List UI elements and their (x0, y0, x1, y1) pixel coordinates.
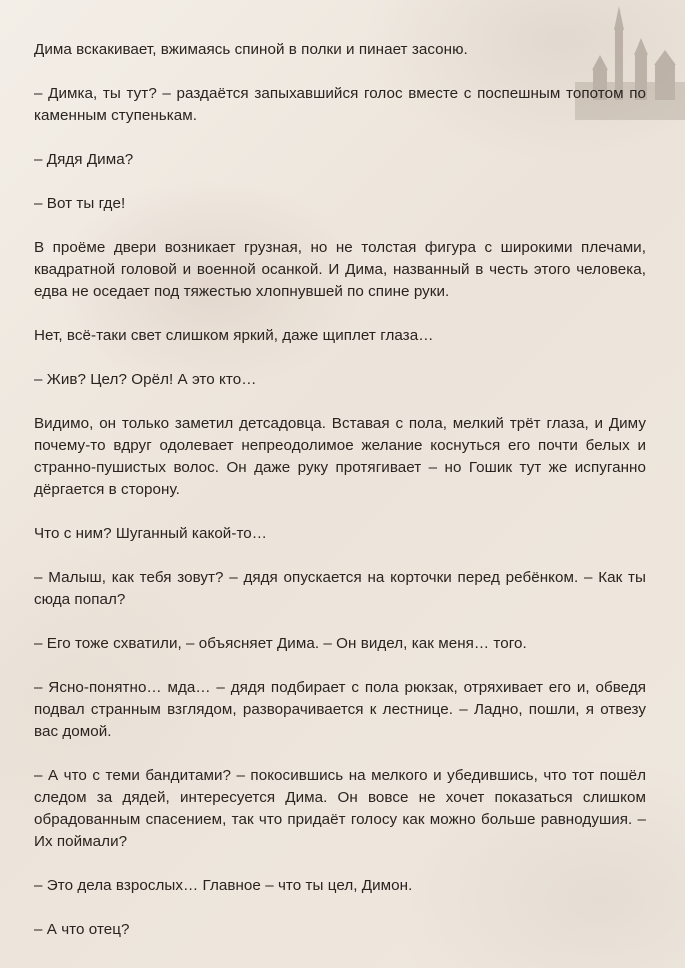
paragraph: Нет, всё-таки свет слишком яркий, даже щиплет глаза… (34, 327, 434, 344)
paragraph: – Его тоже схватили, – объясняет Дима. – Он видел, как меня… того. (34, 635, 527, 652)
paragraph: – Димка, ты тут? – раздаётся запыхавшийся голос вместе с поспешным топотом по каменным ступенькам. (34, 85, 646, 124)
paragraph: Дима вскакивает, вжимаясь спиной в полки и пинает засоню. (34, 41, 468, 58)
paragraph: – Дядя Дима? (34, 151, 134, 168)
paragraph: – Жив? Цел? Орёл! А это кто… (34, 371, 257, 388)
paragraph: – Малыш, как тебя зовут? – дядя опускается на корточки перед ребёнком. – Как ты сюда попал? (34, 569, 646, 608)
paragraph: – А что отец? (34, 921, 130, 938)
story-text (34, 39, 646, 963)
paragraph: – Это дела взрослых… Главное – что ты цел, Димон. (34, 877, 413, 894)
paragraph: – А что с теми бандитами? – покосившись на мелкого и убедившись, что тот пошёл следом за дядей, интересуется Дима. Он вовсе не хочет показаться слишком обрадованным спасением, так что придаёт голосу как можно больше равнодушия. – Их поймали? (34, 767, 646, 850)
paragraph: – Вот ты где! (34, 195, 126, 212)
paragraph: Что с ним? Шуганный какой-то… (34, 525, 268, 542)
paragraph: – Ясно-понятно… мда… – дядя подбирает с пола рюкзак, отряхивает его и, обведя подвал странным взглядом, разворачивается к лестнице. – Ладно, пошли, я отвезу вас домой. (34, 679, 646, 740)
paragraph: Видимо, он только заметил детсадовца. Вставая с пола, мелкий трёт глаза, и Диму почему-то вдруг одолевает непреодолимое желание коснуться его почти белых и странно-пушистых волос. Он даже руку протягивает – но Гошик тут же испуганно дёргается в сторону. (34, 415, 646, 498)
paragraph: В проёме двери возникает грузная, но не толстая фигура с широкими плечами, квадратной головой и военной осанкой. И Дима, названный в честь этого человека, едва не оседает под тяжестью хлопнувшей по спине руки. (34, 239, 646, 300)
